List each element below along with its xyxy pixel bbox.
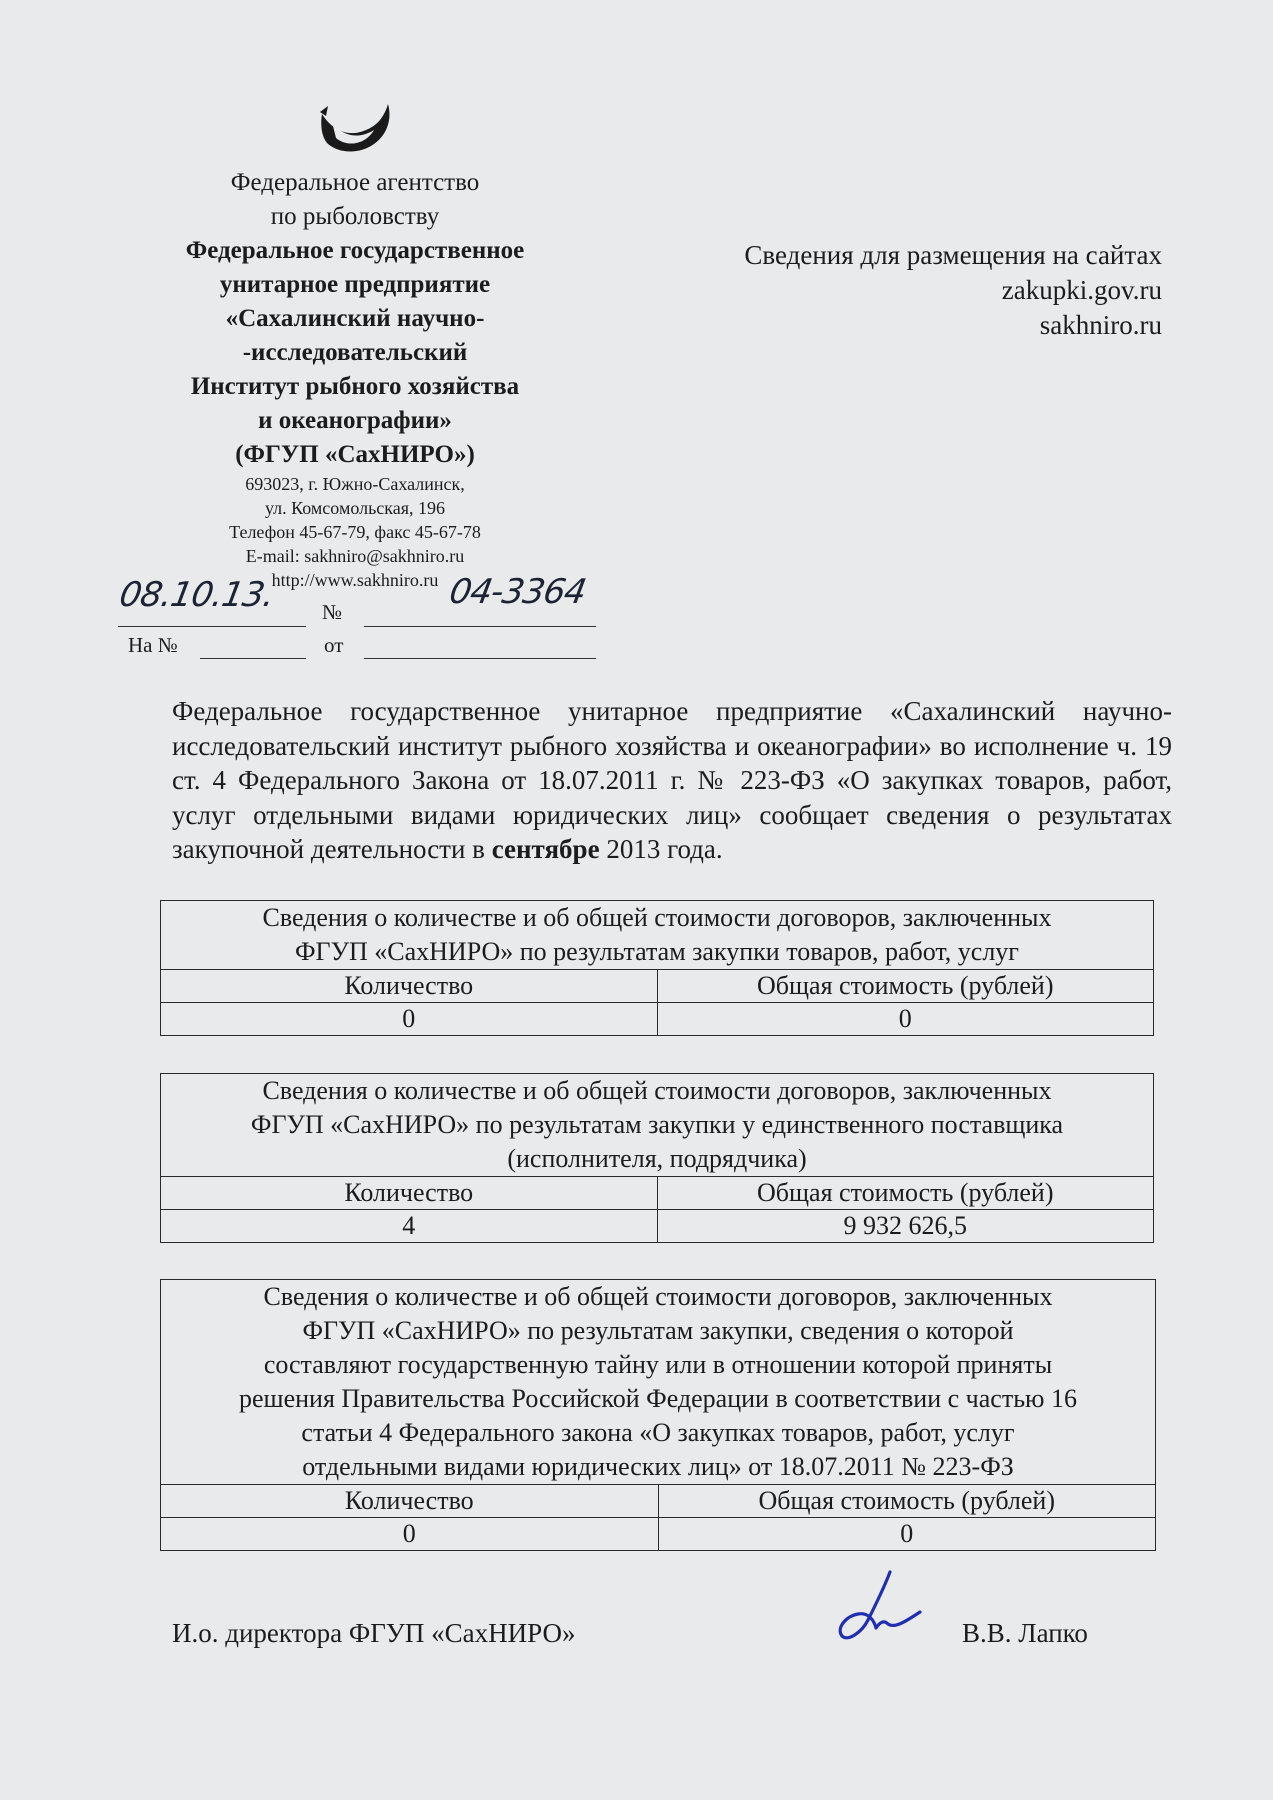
signatory-name: В.В. Лапко xyxy=(962,1618,1088,1648)
contracts-table-single-supplier xyxy=(160,1073,1154,1243)
signatory-position: И.о. директора ФГУП «СахНИРО» xyxy=(172,1618,576,1648)
total-value: 9 932 626,5 xyxy=(657,1210,1154,1243)
org-short-name: (ФГУП «СахНИРО») xyxy=(235,441,475,468)
publication-sites xyxy=(640,238,1162,343)
ref-from-label: от xyxy=(324,633,344,657)
number-label: № xyxy=(322,600,343,624)
count-value: 4 xyxy=(161,1210,658,1243)
letterhead xyxy=(120,166,590,592)
table-header-line: (исполнителя, подрядчика) xyxy=(507,1144,807,1173)
institute-logo-icon xyxy=(318,100,396,158)
number-line xyxy=(364,626,596,627)
contracts-table-state-secret xyxy=(160,1279,1156,1551)
contracts-table-general xyxy=(160,900,1154,1036)
ref-number-line xyxy=(200,658,306,659)
org-name-line: Федеральное государственное xyxy=(185,237,525,264)
handwritten-signature-icon xyxy=(828,1568,928,1648)
phone-fax: Телефон 45-67-79, факс 45-67-78 xyxy=(229,522,481,542)
table-header xyxy=(161,1074,1154,1177)
org-name-line: и океанографии» xyxy=(258,407,452,434)
agency-name-line2: по рыболовству xyxy=(270,203,440,230)
website: http://www.sakhniro.ru xyxy=(271,570,439,590)
count-value: 0 xyxy=(161,1518,659,1551)
table-header-line: Сведения о количестве и об общей стоимости договоров, заключенных xyxy=(262,1076,1052,1105)
org-name-line: унитарное предприятие xyxy=(219,271,491,298)
email: E-mail: sakhniro@sakhniro.ru xyxy=(245,546,465,566)
table-header-line: ФГУП «СахНИРО» по результатам закупки у единственного поставщика xyxy=(250,1110,1064,1139)
count-value: 0 xyxy=(161,1003,658,1036)
intro-year: 2013 года. xyxy=(606,834,723,864)
table-header-line: Сведения о количестве и об общей стоимости договоров, заключенных xyxy=(263,1282,1053,1311)
registration-block xyxy=(118,578,598,668)
total-value: 0 xyxy=(658,1518,1156,1551)
column-total-label: Общая стоимость (рублей) xyxy=(657,1177,1154,1210)
table-header-line: Сведения о количестве и об общей стоимости договоров, заключенных xyxy=(262,903,1052,932)
column-count-label: Количество xyxy=(161,1485,659,1518)
site-sakhniro: sakhniro.ru xyxy=(1039,310,1162,340)
ref-number-label: На № xyxy=(128,633,178,657)
intro-text: Федеральное государственное унитарное предприятие «Сахалинский научно-исследовательский институт рыбного хозяйства и океанографии» во исполнение ч. 19 ст. 4 Федерального Закона от 18.07.2011 г. № 223-ФЗ «О закупках товаров, работ, услуг отдельными видами юридических лиц» сообщает сведения о результатах закупочной деятельности в xyxy=(172,696,1172,864)
ref-from-line xyxy=(364,658,596,659)
table-header xyxy=(161,1280,1156,1485)
table-header-line: статьи 4 Федерального закона «О закупках товаров, работ, услуг xyxy=(301,1418,1015,1447)
column-count-label: Количество xyxy=(161,970,658,1003)
column-count-label: Количество xyxy=(161,1177,658,1210)
table-header xyxy=(161,901,1154,970)
handwritten-date: 08.10.13. xyxy=(116,575,277,615)
column-total-label: Общая стоимость (рублей) xyxy=(658,1485,1156,1518)
total-value: 0 xyxy=(657,1003,1154,1036)
column-total-label: Общая стоимость (рублей) xyxy=(657,970,1154,1003)
handwritten-number: 04-3364 xyxy=(446,572,589,612)
address-line1: 693023, г. Южно-Сахалинск, xyxy=(245,474,465,494)
org-name-line: Институт рыбного хозяйства xyxy=(190,373,520,400)
intro-month: сентябре xyxy=(491,834,600,864)
table-header-line: решения Правительства Российской Федерации в соответствии с частью 16 xyxy=(239,1384,1077,1413)
agency-name-line1: Федеральное агентство xyxy=(230,169,480,196)
table-header-line: ФГУП «СахНИРО» по результатам закупки товаров, работ, услуг xyxy=(295,937,1019,966)
address-line2: ул. Комсомольская, 196 xyxy=(264,498,446,518)
org-name-line: -исследовательский xyxy=(242,339,468,366)
intro-paragraph xyxy=(172,694,1172,867)
org-name-line: «Сахалинский научно- xyxy=(225,305,485,332)
table-header-line: составляют государственную тайну или в отношении которой приняты xyxy=(263,1350,1053,1379)
sites-title: Сведения для размещения на сайтах xyxy=(744,240,1162,270)
table-header-line: отдельными видами юридических лиц» от 18.07.2011 № 223-ФЗ xyxy=(302,1452,1014,1481)
table-header-line: ФГУП «СахНИРО» по результатам закупки, сведения о которой xyxy=(302,1316,1014,1345)
date-line xyxy=(118,626,306,627)
site-zakupki: zakupki.gov.ru xyxy=(1001,275,1162,305)
